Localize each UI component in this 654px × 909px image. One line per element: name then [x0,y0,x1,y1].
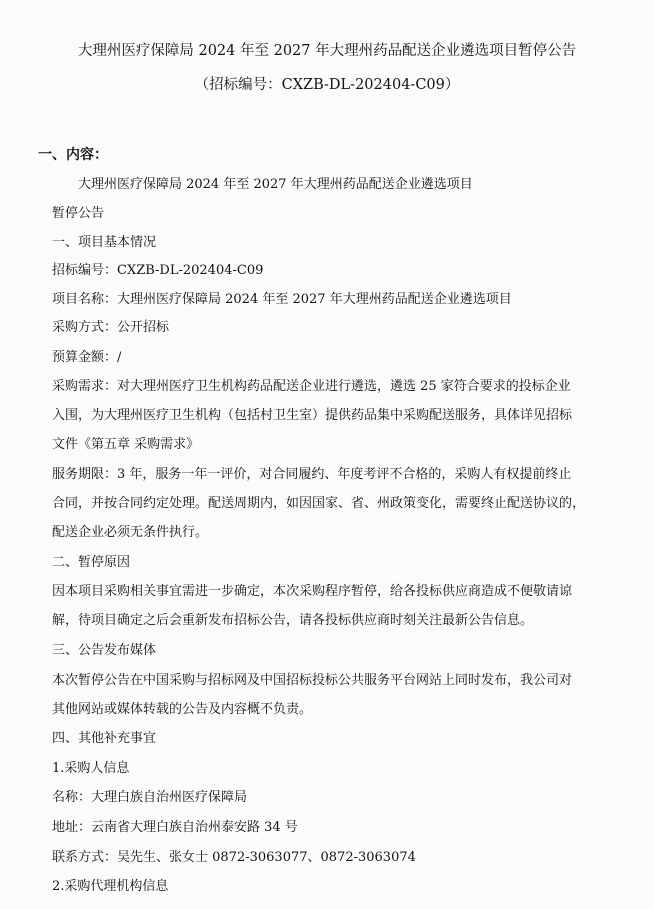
service-term-1: 服务期限：3 年，服务一年一评价，对合同履约、年度考评不合格的，采购人有权提前终止 [52,467,572,482]
section-1-heading: 一、项目基本情况 [52,235,157,250]
buyer-info-heading: 1.采购人信息 [52,761,130,776]
agency-info-heading: 2.采购代理机构信息 [52,879,169,894]
section-2-heading: 二、暂停原因 [52,555,131,570]
section-3-heading: 三、公告发布媒体 [52,643,157,658]
notice-label: 暂停公告 [52,206,105,221]
procurement-need-2: 入围，为大理州医疗卫生机构（包括村卫生室）提供药品集中采购配送服务，具体详见招标 [52,408,573,423]
section-4-heading: 四、其他补充事宜 [52,731,157,746]
project-name: 项目名称：大理州医疗保障局 2024 年至 2027 年大理州药品配送企业遴选项目 [52,292,512,307]
procurement-method: 采购方式：公开招标 [52,320,170,335]
pause-reason-1: 因本项目采购相关事宜需进一步确定，本次采购程序暂停，给各投标供应商造成不便敬请谅 [52,584,573,599]
service-term-3: 配送企业必须无条件执行。 [52,525,209,540]
media-text-1: 本次暂停公告在中国采购与招标网及中国招标投标公共服务平台网站上同时发布，我公司对 [52,673,573,688]
notice-subtitle: （招标编号：CXZB-DL-202404-C09） [194,77,460,93]
buyer-name: 名称：大理白族自治州医疗保障局 [52,790,248,805]
project-line: 大理州医疗保障局 2024 年至 2027 年大理州药品配送企业遴选项目 [78,177,473,192]
budget-amount: 预算金额：/ [52,350,122,365]
content-heading: 一、内容： [38,147,108,163]
buyer-address: 地址：云南省大理白族自治州泰安路 34 号 [52,820,298,835]
procurement-need-1: 采购需求：对大理州医疗卫生机构药品配送企业进行遴选，遴选 25 家符合要求的投标企业 [52,379,571,394]
procurement-need-3: 文件《第五章 采购需求》 [52,437,200,452]
service-term-2: 合同，并按合同约定处理。配送周期内，如因国家、省、州政策变化，需要终止配送协议的， [52,496,586,511]
bid-number: 招标编号：CXZB-DL-202404-C09 [52,263,264,278]
media-text-2: 其他网站或媒体转载的公告及内容概不负责。 [52,702,313,717]
notice-title: 大理州医疗保障局 2024 年至 2027 年大理州药品配送企业遴选项目暂停公告 [77,43,577,59]
buyer-contact: 联系方式：吴先生、张女士 0872-3063077、0872-3063074 [52,850,416,865]
pause-reason-2: 解，待项目确定之后会重新发布招标公告，请各投标供应商时刻关注最新公告信息。 [52,613,534,628]
